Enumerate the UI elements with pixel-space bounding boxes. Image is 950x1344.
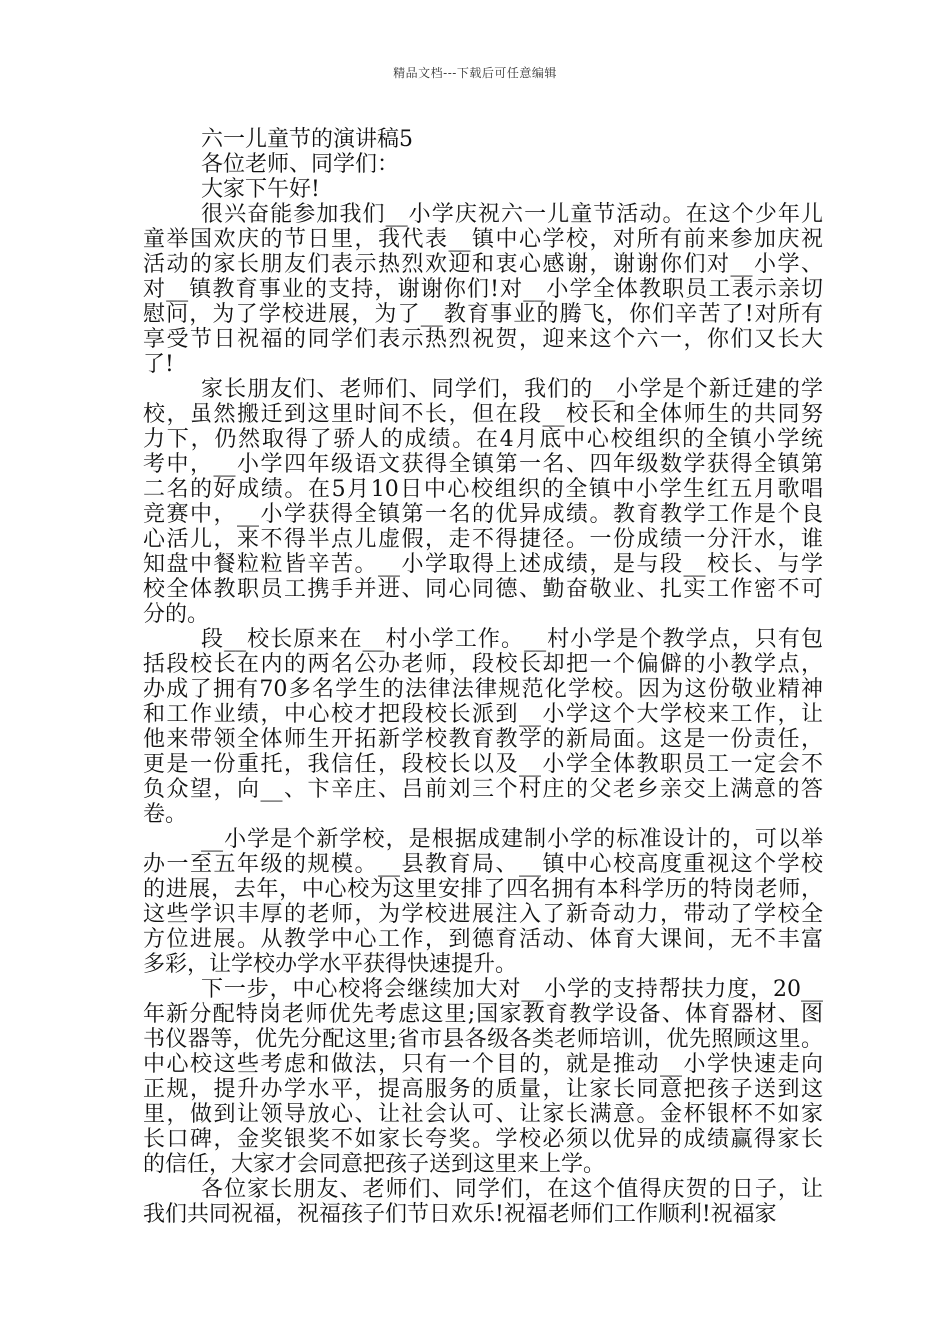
paragraph-line: 长口碑，金奖银奖不如家长夸奖。学校必须以优异的成绩赢得家长 [143,1127,823,1152]
paragraph-line: 书仪器等，优先分配这里;省市县各级各类老师培训，优先照顾这里。 [143,1027,823,1052]
paragraph-line: 方位进展。从教学中心工作，到德育活动、体育大课间，无不丰富 [143,927,823,952]
paragraph-line: 年新分配特岗老师优先考虑这里;国家教育教学设备、体育器材、图 [143,1002,823,1027]
paragraph-line: 了! [143,352,174,377]
paragraph-line: 各位家长朋友、老师们、同学们，在这个值得庆贺的日子，让 [201,1177,823,1202]
paragraph-line: __小学是个新学校，是根据成建制小学的标准设计的，可以举 [201,827,823,852]
paragraph-line: 童举国欢庆的节日里，我代表__镇中心学校，对所有前来参加庆祝 [143,227,823,252]
paragraph-line: 这些学识丰厚的老师，为学校进展注入了新奇动力，带动了学校全 [143,902,823,927]
paragraph-line: 办成了拥有70多名学生的法律法律规范化学校。因为这份敬业精神 [143,677,823,702]
paragraph-line: 二名的好成绩。在5月10日中心校组织的全镇中小学生红五月歌唱 [143,477,823,502]
paragraph [143,1177,823,1227]
paragraph-line: 多彩，让学校办学水平获得快速提升。 [143,952,518,977]
paragraph-line: 正规，提升办学水平，提高服务的质量，让家长同意把孩子送到这 [143,1077,823,1102]
paragraph-line: 中心校这些考虑和做法，只有一个目的，就是推动__小学快速走向 [143,1052,823,1077]
paragraph-line: 的信任，大家才会同意把孩子送到这里来上学。 [143,1152,606,1177]
paragraph-line: 下一步，中心校将会继续加大对__小学的支持帮扶力度，20__ [201,977,823,1002]
paragraph-line: 很兴奋能参加我们__小学庆祝六一儿童节活动。在这个少年儿 [201,202,823,227]
paragraph-line: 卷。 [143,802,188,827]
document-body [143,127,823,1227]
header-note: 精品文档---下载后可任意编辑 [393,66,557,80]
paragraph-line: 慰问，为了学校进展，为了__教育事业的腾飞，你们辛苦了!对所有 [143,302,823,327]
paragraph [143,377,823,627]
paragraph-line: 心活儿，来不得半点儿虚假，走不得捷径。一份成绩一分汗水，谁 [143,527,823,552]
paragraph [143,977,823,1177]
paragraph-line: 段__校长原来在__村小学工作。__村小学是个教学点，只有包 [201,627,823,652]
paragraph [143,827,823,977]
paragraphs-container [143,202,823,1227]
paragraph-line: 的进展，去年，中心校为这里安排了四名拥有本科学历的特岗老师， [143,877,823,902]
paragraph-line: 力下，仍然取得了骄人的成绩。在4月底中心校组织的全镇小学统 [143,427,823,452]
paragraph-line: 享受节日祝福的同学们表示热烈祝贺，迎来这个六一，你们又长大 [143,327,823,352]
paragraph-line: 括段校长在内的两名公办老师，段校长却把一个偏僻的小教学点， [143,652,823,677]
paragraph-line: 对__镇教育事业的支持，谢谢你们!对__小学全体教职员工表示亲切 [143,277,823,302]
paragraph [143,627,823,827]
paragraph-line: 知盘中餐粒粒皆辛苦。__小学取得上述成绩，是与段__校长、与学 [143,552,823,577]
salutation: 各位老师、同学们： [201,152,400,177]
paragraph-line: 更是一份重托，我信任，段校长以及__小学全体教职员工一定会不 [143,752,823,777]
document-title: 六一儿童节的演讲稿5 [201,127,413,152]
greeting: 大家下午好! [201,177,320,202]
paragraph-line: 校全体教职员工携手并进、同心同德、勤奋敬业、扎实工作密不可 [143,577,823,602]
paragraph-line: 活动的家长朋友们表示热烈欢迎和衷心感谢，谢谢你们对__小学、 [143,252,823,277]
paragraph-line: 我们共同祝福，祝福孩子们节日欢乐!祝福老师们工作顺利!祝福家 [143,1202,777,1227]
paragraph-line: 竞赛中，__小学获得全镇第一名的优异成绩。教育教学工作是个良 [143,502,823,527]
paragraph-line: 负众望，向__、卞辛庄、吕前刘三个村庄的父老乡亲交上满意的答 [143,777,823,802]
paragraph-line: 和工作业绩，中心校才把段校长派到__小学这个大学校来工作，让 [143,702,823,727]
paragraph-line: 里，做到让领导放心、让社会认可、让家长满意。金杯银杯不如家 [143,1102,823,1127]
paragraph-line: 分的。 [143,602,210,627]
paragraph [143,202,823,377]
paragraph-line: 办一至五年级的规模。__县教育局、__镇中心校高度重视这个学校 [143,852,823,877]
paragraph-line: 考中，__小学四年级语文获得全镇第一名、四年级数学获得全镇第 [143,452,823,477]
paragraph-line: 家长朋友们、老师们、同学们，我们的__小学是个新迁建的学 [201,377,823,402]
paragraph-line: 校，虽然搬迁到这里时间不长，但在段__校长和全体师生的共同努 [143,402,823,427]
paragraph-line: 他来带领全体师生开拓新学校教育教学的新局面。这是一份责任， [143,727,823,752]
